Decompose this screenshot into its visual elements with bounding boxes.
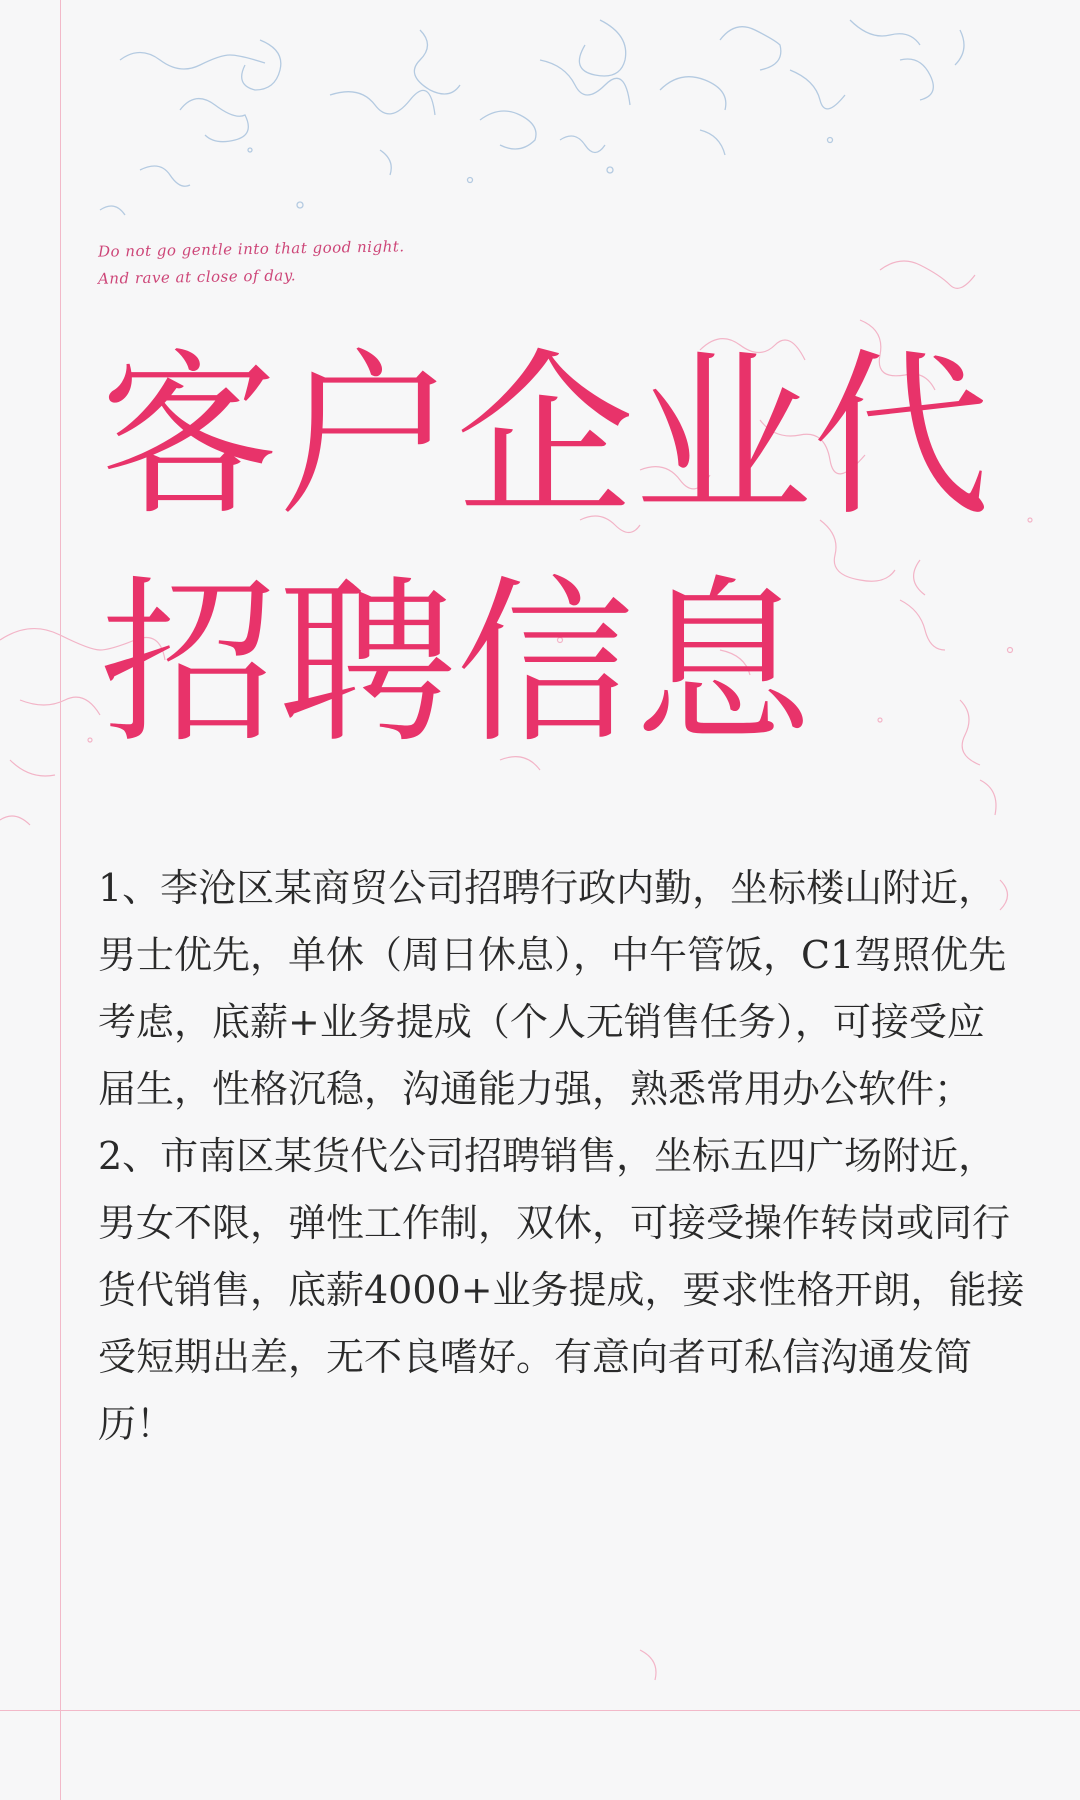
margin-guide-vertical	[60, 0, 61, 1800]
body-line: 考虑，底薪+业务提成（个人无销售任务），可接受应	[98, 1000, 985, 1044]
body-line: 男女不限，弹性工作制，双休，可接受操作转岗或同行	[98, 1201, 1011, 1245]
headline-line-1: 客户企业代	[100, 333, 990, 540]
body-line: 男士优先，单休（周日休息），中午管饭，C1驾照优先	[98, 933, 1007, 977]
handwritten-note-line-1: Do not go gentle into that good night.	[97, 237, 405, 261]
headline-line-2: 招聘信息	[100, 560, 812, 767]
body-line: 1、李沧区某商贸公司招聘行政内勤，坐标楼山附近，	[98, 866, 997, 910]
body-line: 届生，性格沉稳，沟通能力强，熟悉常用办公软件；	[98, 1067, 973, 1111]
body-line: 货代销售，底薪4000+业务提成，要求性格开朗，能接	[98, 1268, 1025, 1312]
job-listing-body	[98, 855, 1025, 1458]
body-line: 受短期出差，无不良嗜好。有意向者可私信沟通发简	[98, 1335, 973, 1379]
body-line: 2、市南区某货代公司招聘销售，坐标五四广场附近，	[98, 1134, 997, 1178]
handwritten-note-line-2: And rave at close of day.	[97, 266, 297, 288]
body-line: 历！	[98, 1402, 175, 1446]
margin-guide-horizontal	[0, 1710, 1080, 1711]
